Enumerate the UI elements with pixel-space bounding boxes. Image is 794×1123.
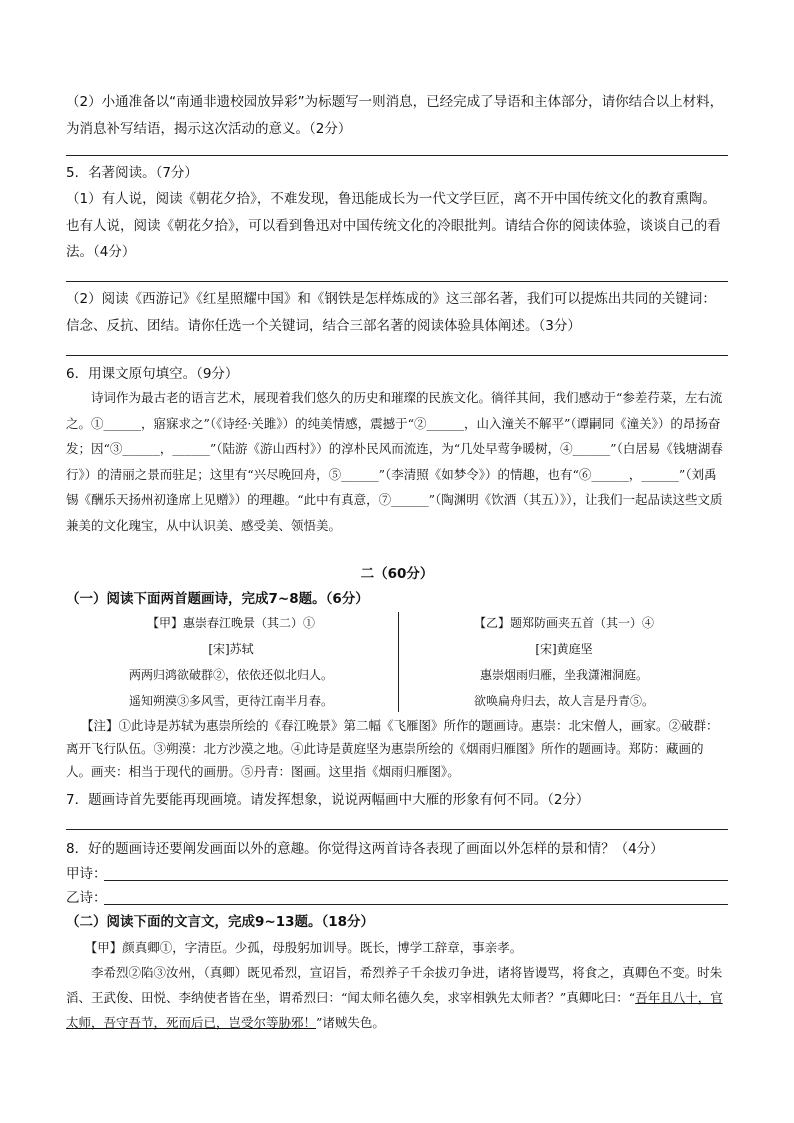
poem-a-title: 【甲】惠崇春江晚景（其二）①: [146, 616, 315, 630]
part-2-heading: （二）阅读下面的文言文，完成9~13题。（18分）: [66, 914, 375, 930]
underlined-sentence: 吾年且八十，官太师，吾守吾节，死而后已，岂受尔等胁邪！: [66, 990, 723, 1030]
section-2-heading: 二（60分）: [360, 566, 434, 582]
poem-a-line-1: 两两归鸿欲破群②，依依还似北归人。: [128, 668, 333, 682]
answer-row-poem-b[interactable]: [66, 886, 728, 906]
classical-text-para-2: [66, 960, 728, 1035]
classical-text-para-1: 【甲】颜真卿①，字清臣。少孤，母殷躬加训导。既长，博学工辞章，事亲孝。: [84, 940, 523, 955]
poem-a-line-2: 遥知朔漠③多风雪，更待江南半月春。: [128, 694, 333, 708]
question-5-title: 5．名著阅读。（7分）: [66, 165, 198, 181]
part-1-heading: （一）阅读下面两首题画诗，完成7~8题。（6分）: [66, 591, 369, 607]
poem-divider: [398, 612, 399, 712]
question-5-1: （1）有人说，阅读《朝花夕拾》，不难发现，鲁迅能成长为一代文学巨匠，离不开中国传统文化的教育熏陶。也有人说，阅读《朝花夕拾》，可以看到鲁迅对中国传统文化的冷眼批判。请结合你的阅读体验，谈谈自己的看法。（4分）: [66, 191, 721, 260]
question-4-2: （2）小通准备以“南通非遗校园放异彩”为标题写一则消息，已经完成了导语和主体部分，请你结合以上材料，为消息补写结语，揭示这次活动的意义。（2分）: [66, 94, 724, 137]
question-6-title: 6．用课文原句填空。（9分）: [66, 366, 239, 382]
answer-line[interactable]: [66, 281, 728, 282]
answer-line[interactable]: [66, 829, 728, 830]
answer-line[interactable]: [104, 880, 728, 881]
poem-b: [400, 610, 728, 714]
answer-line[interactable]: [66, 355, 728, 356]
poem-b-line-1: 惠崇烟雨归雁，坐我潇湘洞庭。: [479, 668, 648, 682]
poem-notes: 【注】①此诗是苏轼为惠崇所绘的《春江晚景》第二幅《飞雁图》所作的题画诗。惠崇：北宋僧人，画家。②破群：离开飞行队伍。③朔漠：北方沙漠之地。④此诗是黄庭坚为惠崇所绘的《烟雨归雁图》所作的题画诗。郑防：藏画的人。画夹：相当于现代的画册。⑤丹青：图画。这里指《烟雨归雁图》。: [66, 718, 719, 779]
answer-line[interactable]: [104, 904, 728, 905]
poem-a: [66, 610, 396, 714]
question-8: 8．好的题画诗还要阐发画面以外的意趣。你觉得这两首诗各表现了画面以外怎样的景和情？（4分）: [66, 841, 664, 857]
classical-text-para-2-a: 李希烈②陷③汝州，（真卿）既见希烈，宣诏旨，希烈养子千余拔刃争进，诸将皆谩骂，将食之，真卿色不变。时朱滔、王武俊、田悦、李纳使者皆在坐，谓希烈曰：“闻太师名德久矣，求宰相孰先太师者？”真卿叱曰：“: [66, 965, 723, 1005]
question-7: 7．题画诗首先要能再现画境。请发挥想象，说说两幅画中大雁的形象有何不同。（2分）: [66, 792, 590, 808]
poem-b-title: 【乙】题郑防画夹五首（其一）④: [473, 616, 654, 630]
answer-label-a: 甲诗：: [66, 866, 107, 882]
answer-row-poem-a[interactable]: [66, 862, 728, 882]
question-6-body: 诗词作为最古老的语言艺术，展现着我们悠久的历史和璀璨的民族文化。徜徉其间，我们感动于“参差荇菜，左右流之。①______，寤寐求之”（《诗经·关雎》）的纯美情感，震撼于“②______，山入潼关不解平”（谭嗣同《潼关》）的昂扬奋发；因“③______，______”（陆游《游山西村》）的淳朴民风而流连，为“几处早莺争暖树，④______”（白居易《钱塘湖春行》）的清丽之景而驻足；这里有“兴尽晚回舟，⑤______”（李清照《如梦令》）的情趣，也有“⑥______，______”（刘禹锡《酬乐天扬州初逢席上见赠》）的理趣。“此中有真意，⑦______”（陶渊明《饮酒（其五）》），让我们一起品读这些文质兼美的文化瑰宝，从中认识美、感受美、领悟美。: [66, 390, 723, 533]
answer-line[interactable]: [66, 155, 728, 156]
question-5-2: （2）阅读《西游记》《红星照耀中国》和《钢铁是怎样炼成的》这三部名著，我们可以提炼出共同的关键词：信念、反抗、团结。请你任选一个关键词，结合三部名著的阅读体验具体阐述。（3分）: [66, 291, 716, 334]
poem-a-author: [宋]苏轼: [208, 642, 254, 656]
classical-text-para-2-b: ”诸贼失色。: [316, 1015, 385, 1030]
poem-b-line-2: 欲唤扁舟归去，故人言是丹青⑤。: [473, 694, 654, 708]
answer-label-b: 乙诗：: [66, 890, 107, 906]
poem-b-author: [宋]黄庭坚: [535, 642, 593, 656]
